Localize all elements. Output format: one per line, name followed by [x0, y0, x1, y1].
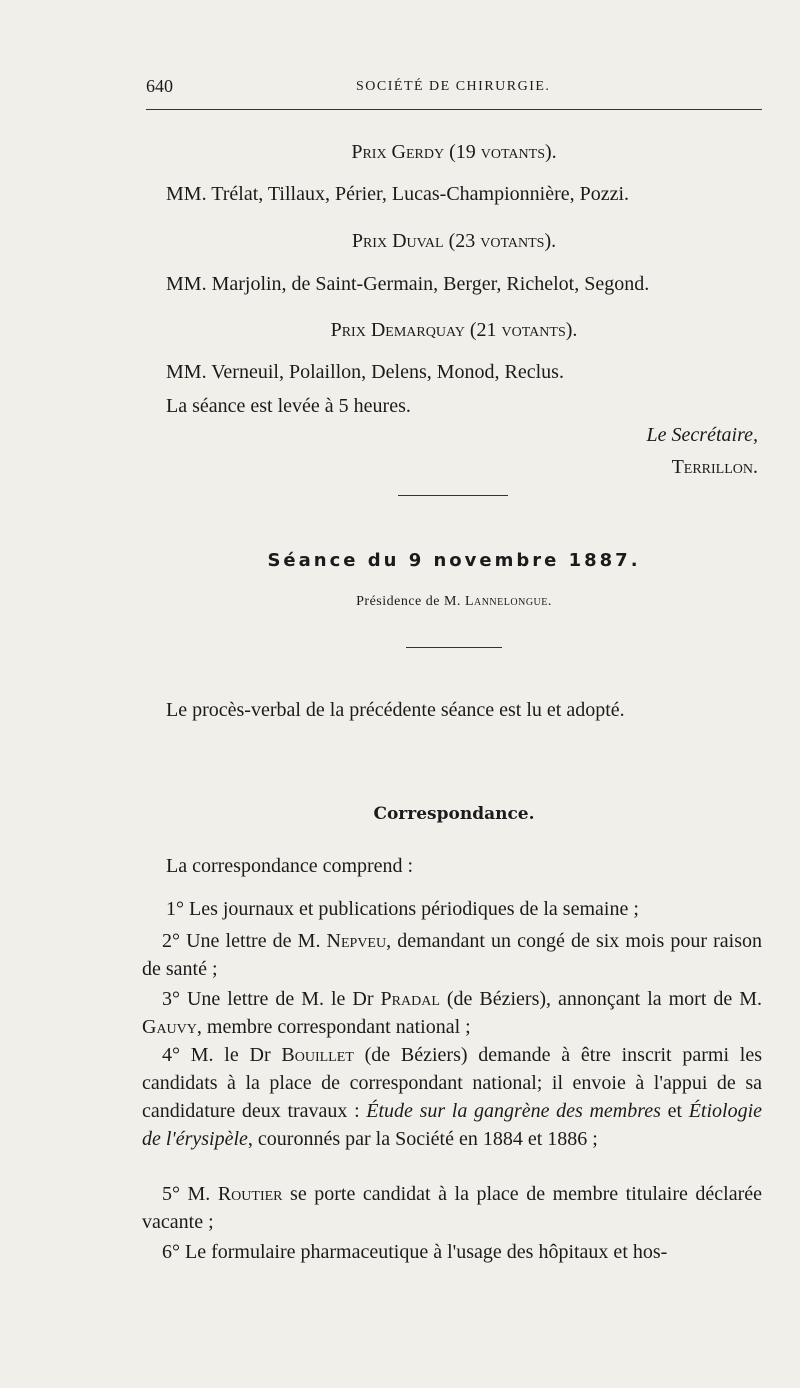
presidence-prefix: Présidence de M. [356, 594, 461, 609]
prize-title-demarquay: Prix Demarquay (21 votants). [330, 319, 578, 341]
header-rule [146, 109, 762, 110]
signature-role: Le Secrétaire, [646, 424, 758, 446]
correspondence-item-5: 5° M. Routier se porte candidat à la place de membre titulaire déclarée vacante ; [142, 1183, 763, 1233]
correspondence-intro: La correspondance comprend : [166, 855, 414, 877]
session-title: Séance du 9 novembre 1887. [267, 550, 641, 571]
name-routier: Routier [217, 1183, 283, 1205]
correspondence-item-1: 1° Les journaux et publications périodiques de la semaine ; [166, 898, 639, 920]
prize-title-duval: Prix Duval (23 votants). [351, 230, 557, 252]
name-nepveu: Nepveu [326, 930, 387, 952]
work-title-1: Étude sur la gangrène des membres [366, 1100, 661, 1122]
signature-name: Terrillon. [671, 456, 758, 478]
prize-winners-duval: MM. Marjolin, de Saint-Germain, Berger, Richelot, Segond. [166, 273, 650, 295]
closing-text: La séance est levée à 5 heures. [166, 395, 411, 417]
presidence-name: Lannelongue. [464, 594, 552, 609]
work-title-2: Étiologie de l'érysipèle [142, 1100, 763, 1150]
correspondence-item-6: 6° Le formulaire pharmaceutique à l'usage des hôpitaux et hos- [162, 1241, 668, 1263]
minutes-text: Le procès-verbal de la précédente séance est lu et adopté. [166, 699, 625, 721]
correspondence-item-3: 3° Une lettre de M. le Dr Pradal (de Béziers), annonçant la mort de M. Gauvy, membre correspondant national ; [142, 988, 763, 1038]
name-pradal: Pradal [380, 988, 440, 1010]
prize-title-gerdy: Prix Gerdy (19 votants). [351, 141, 557, 163]
correspondence-item-4: 4° M. le Dr Bouillet (de Béziers) demande à être inscrit parmi les candidats à la place de correspondant national; il envoie à l'appui de sa candidature deux travaux : Étude sur la gangrène des membres et Étiologie de l'érysipèle, couronnés par la Société en 1884 et 1886 ; [142, 1044, 763, 1150]
page-number: 640 [146, 76, 173, 96]
name-gauvy: Gauvy [142, 1016, 197, 1038]
section-divider [398, 495, 508, 496]
prize-winners-gerdy: MM. Trélat, Tillaux, Périer, Lucas-Championnière, Pozzi. [166, 183, 630, 205]
name-bouillet: Bouillet [281, 1044, 354, 1066]
prize-winners-demarquay: MM. Verneuil, Polaillon, Delens, Monod, Reclus. [166, 361, 564, 383]
presidence-line [146, 594, 762, 610]
correspondence-item-2: 2° Une lettre de M. Nepveu, demandant un congé de six mois pour raison de santé ; [142, 930, 762, 980]
session-divider [406, 647, 502, 648]
correspondence-heading: Correspondance. [373, 804, 535, 824]
running-title: SOCIÉTÉ DE CHIRURGIE. [356, 79, 551, 94]
